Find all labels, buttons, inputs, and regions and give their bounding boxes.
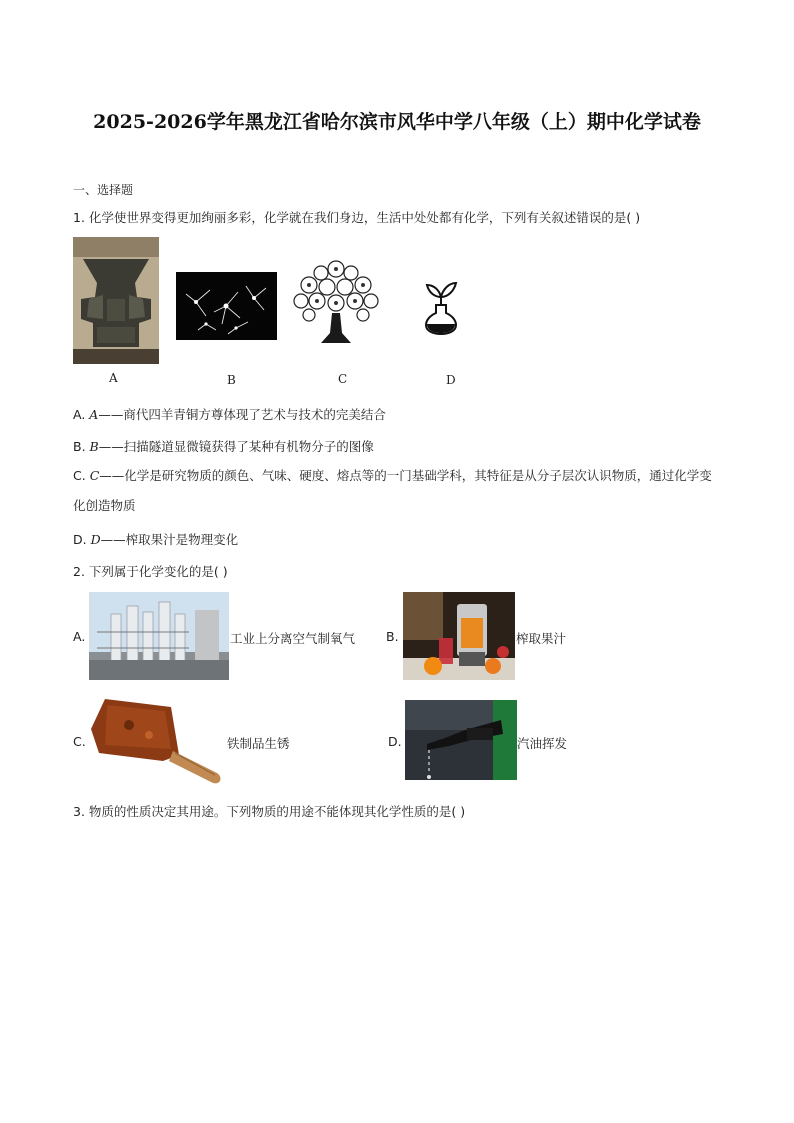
section-heading: 一、选择题: [73, 183, 134, 197]
bronze-vessel-image: [73, 237, 159, 364]
q2-option-b-letter: B.: [386, 629, 399, 644]
air-separation-plant-image: [89, 592, 229, 680]
q2-option-c-letter: C.: [73, 734, 86, 749]
flask-sprout-icon: [423, 279, 459, 336]
juicer-image: [403, 592, 515, 680]
q1-option-b: B. B——扫描隧道显微镜获得了某种有机物分子的图像: [73, 439, 374, 454]
rusty-cleaver-image: [89, 695, 228, 788]
q2-option-a-text: 工业上分离空气制氧气: [230, 631, 356, 646]
page-title: 2025-2026学年黑龙江省哈尔滨市风华中学八年级（上）期中化学试卷: [93, 111, 701, 133]
q2-option-c-text: 铁制品生锈: [227, 736, 290, 751]
chemistry-tree-image: [291, 257, 381, 345]
q2-option-d-letter: D.: [388, 734, 402, 749]
q2-option-d-text: 汽油挥发: [517, 736, 568, 751]
q2-option-a-letter: A.: [73, 629, 86, 644]
q2-option-b-text: 榨取果汁: [516, 631, 567, 646]
q1-option-a: A. A——商代四羊青铜方尊体现了艺术与技术的完美结合: [73, 407, 386, 422]
caption-d: D: [446, 373, 456, 387]
caption-a: A: [109, 371, 118, 385]
question-3-stem: 3. 物质的性质决定其用途。下列物质的用途不能体现其化学性质的是( ): [73, 804, 466, 819]
question-1-stem: 1. 化学使世界变得更加绚丽多彩，化学就在我们身边，生活中处处都有化学，下列有关叙述错误的是( ): [73, 210, 641, 225]
q1-option-c: C. C——化学是研究物质的颜色、气味、硬度、熔点等的一门基础学科，其特征是从分子层次认识物质，通过化学变化创造物质: [73, 468, 712, 513]
question-2-stem: 2. 下列属于化学变化的是( ): [73, 564, 228, 579]
caption-c: C: [338, 372, 348, 386]
fuel-nozzle-image: [405, 700, 517, 780]
caption-b: B: [227, 373, 236, 387]
q1-option-d: D. D——榨取果汁是物理变化: [73, 532, 239, 547]
stm-molecule-image: [176, 272, 277, 340]
